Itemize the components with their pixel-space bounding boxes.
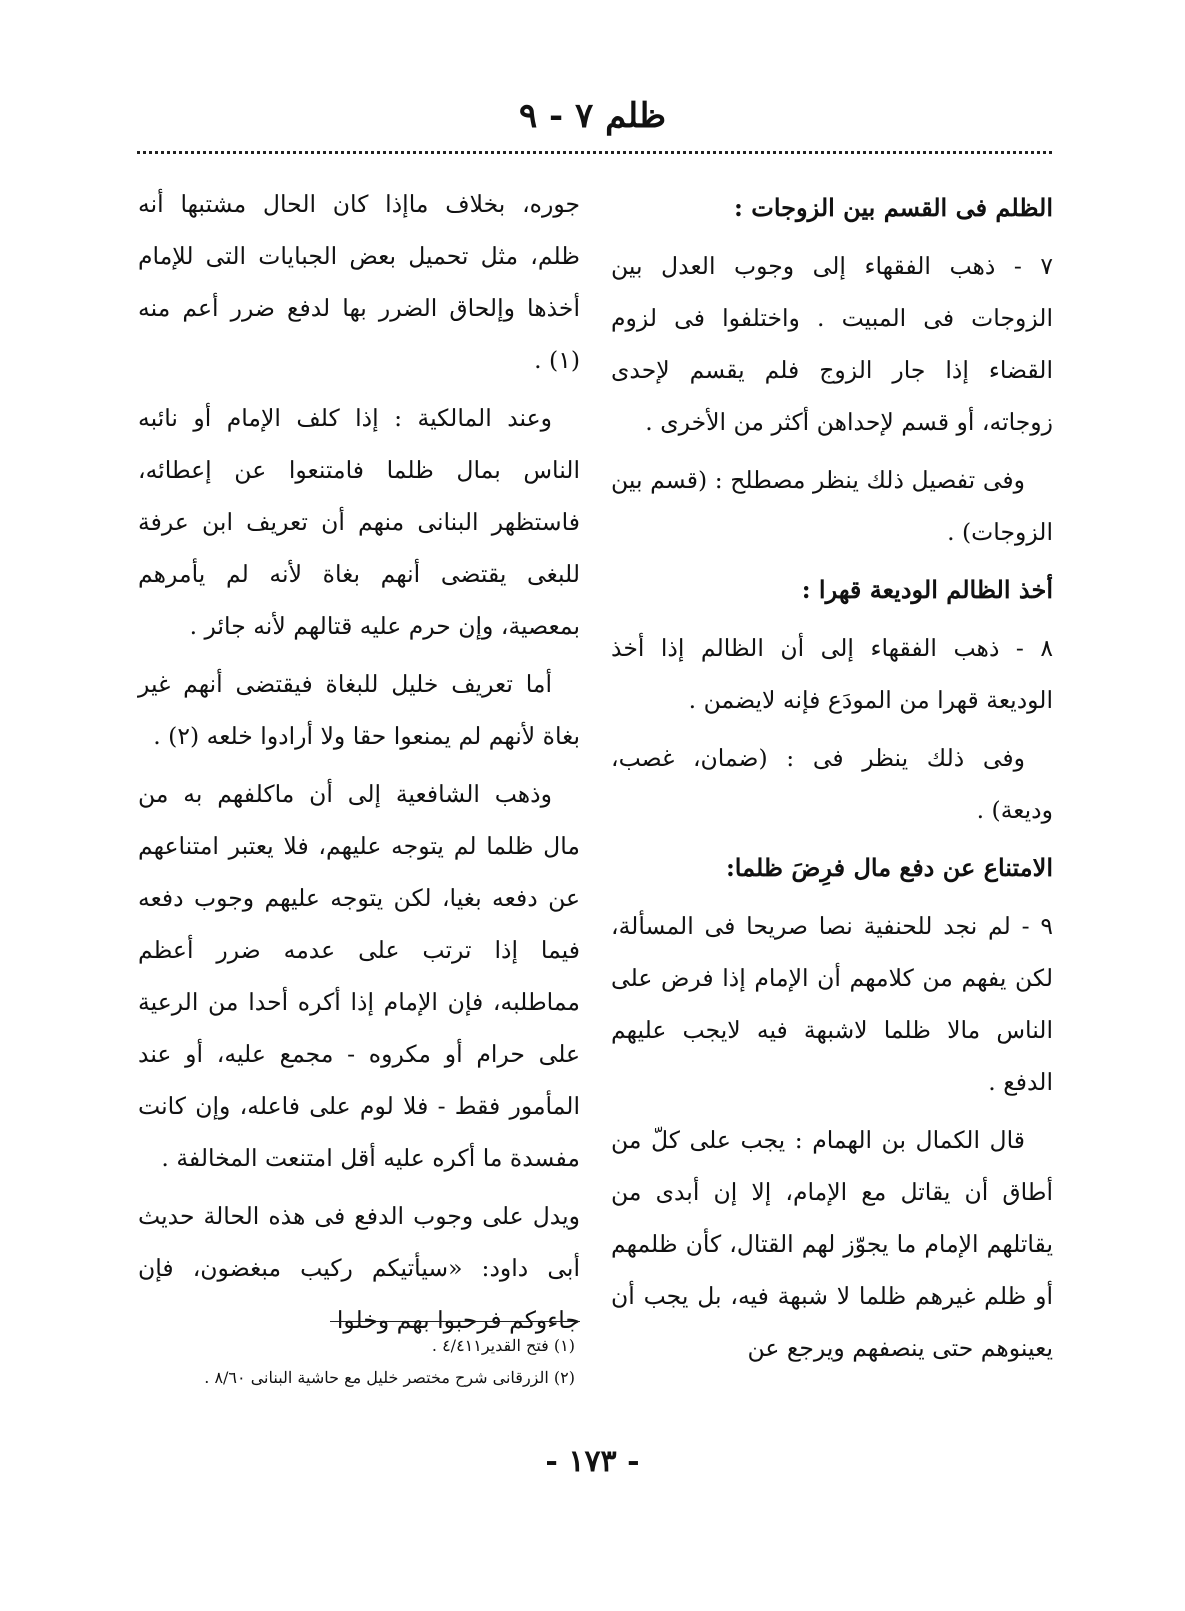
paragraph-9: ٩ - لم نجد للحنفية نصا صريحا فى المسألة، لكن يفهم من كلامهم أن الإمام إذا فرض على الناس مالا ظلما لاشبهة فيه لايجب عليهم الدفع . xyxy=(611,912,1053,1096)
paragraph-malikiyya: وعند المالكية : إذا كلف الإمام أو نائبه الناس بمال ظلما فامتنعوا عن إعطائه، فاستظهر البنانى منهم أن تعريف ابن عرفة للبغى يقتضى أنهم بغاة لأنه لم يأمرهم بمعصية، وإن حرم عليه قتالهم لأنه جائر . xyxy=(138,404,580,640)
footnotes xyxy=(133,1330,575,1394)
paragraph-8-reference: وفى ذلك ينظر فى : (ضمان، غصب، وديعة) . xyxy=(611,744,1053,824)
footnote-1: (١) فتح القدير٤/٤١١ . xyxy=(431,1336,575,1355)
section-heading-wives-division: الظلم فى القسم بين الزوجات : xyxy=(734,193,1053,222)
right-column xyxy=(611,178,1053,1380)
page-number: - ١٧٣ - xyxy=(545,1444,640,1479)
paragraph-9-quote: قال الكمال بن الهمام : يجب على كلّ من أطاق أن يقاتل مع الإمام، إلا إن أبدى من يقاتلهم الإمام ما يجوّز لهم القتال، كأن ظلمهم أو ظلم غيرهم ظلما لا شبهة فيه، بل يجب أن يعينوهم حتى ينصفهم ويرجع عن xyxy=(611,1126,1053,1362)
paragraph-continuation: جوره، بخلاف ماإذا كان الحال مشتبها أنه ظلم، مثل تحميل بعض الجبايات التى للإمام أخذها وإلحاق الضرر بها لدفع ضرر أعم منه (١) . xyxy=(138,190,580,374)
footnote-2: (٢) الزرقانى شرح مختصر خليل مع حاشية البنانى ٨/٦٠ . xyxy=(204,1368,575,1387)
section-heading-refusing-unjust-tax: الامتناع عن دفع مال فرِضَ ظلما: xyxy=(725,853,1053,882)
section-heading-deposit-seizure: أخذ الظالم الوديعة قهرا : xyxy=(801,575,1053,604)
paragraph-7: ٧ - ذهب الفقهاء إلى وجوب العدل بين الزوجات فى المبيت . واختلفوا فى لزوم القضاء إذا جار الزوج فلم يقسم لإحدى زوجاته، أو قسم لإحداهن أكثر من الأخرى . xyxy=(611,252,1053,436)
header-dotted-rule xyxy=(137,151,1052,154)
paragraph-khalil: أما تعريف خليل للبغاة فيقتضى أنهم غير بغاة لأنهم لم يمنعوا حقا ولا أرادوا خلعه (٢) . xyxy=(138,670,580,750)
page-header-title: ظلم ٧ - ٩ xyxy=(518,96,667,136)
footnote-rule xyxy=(330,1321,580,1322)
paragraph-7-reference: وفى تفصيل ذلك ينظر مصطلح : (قسم بين الزوجات) . xyxy=(611,466,1053,546)
left-column xyxy=(138,178,580,1352)
paragraph-8: ٨ - ذهب الفقهاء إلى أن الظالم إذا أخذ الوديعة قهرا من المودَع فإنه لايضمن . xyxy=(611,634,1053,714)
paragraph-hadith: ويدل على وجوب الدفع فى هذه الحالة حديث أبى داود: «سيأتيكم ركيب مبغضون، فإن جاءوكم فرحبوا بهم وخلوا xyxy=(138,1202,580,1334)
paragraph-shafiiyya: وذهب الشافعية إلى أن ماكلفهم به من مال ظلما لم يتوجه عليهم، فلا يعتبر امتناعهم عن دفعه بغيا، لكن يتوجه عليهم وجوب دفعه فيما إذا ترتب على عدمه ضرر أعظم مماطلبه، فإن الإمام إذا أكره أحدا من الرعية على حرام أو مكروه - مجمع عليه، أو عند المأمور فقط - فلا لوم على فاعله، وإن كانت مفسدة ما أكره عليه أقل امتنعت المخالفة . xyxy=(138,780,580,1172)
